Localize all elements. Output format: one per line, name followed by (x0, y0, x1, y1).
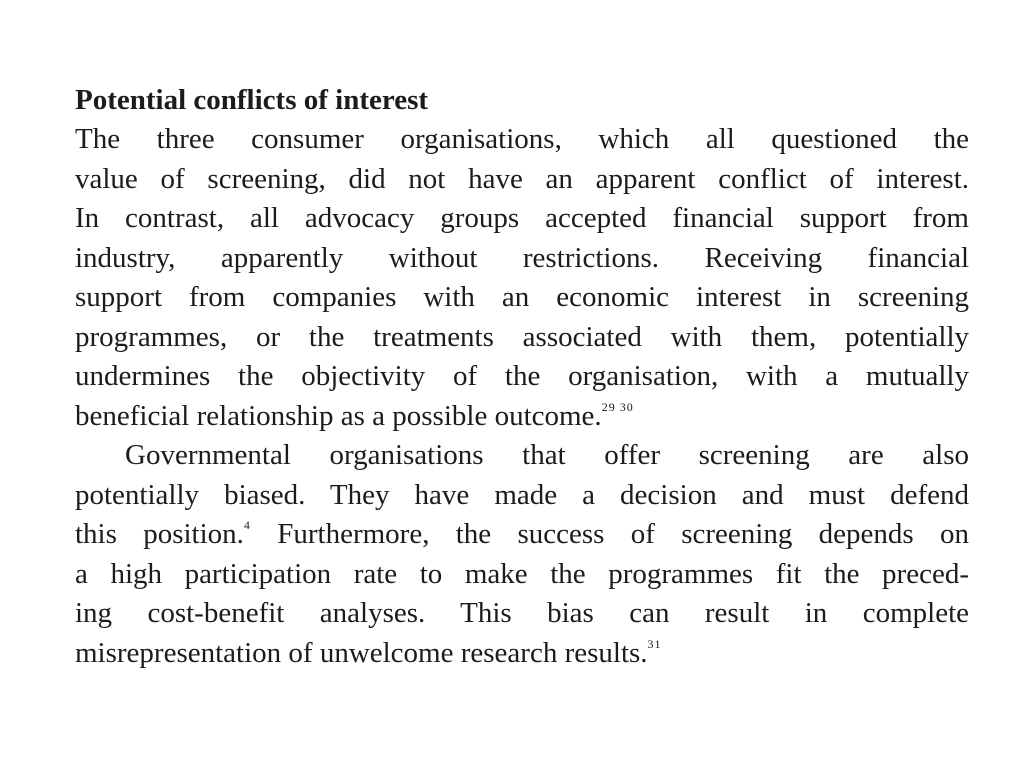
paragraph-line: value of screening, did not have an apparent conflict of interest. (75, 162, 969, 195)
paragraph-line: The three consumer organisations, which all questioned the (75, 123, 969, 155)
paragraph-text: Furthermore, the success of screening depends on (250, 518, 969, 550)
paragraph-text: beneficial relationship as a possible outcome. (75, 399, 602, 432)
paragraph-text: this position. (75, 518, 244, 550)
paragraph-2 (75, 436, 969, 673)
paragraph-1 (75, 120, 969, 436)
paragraph-line: industry, apparently without restrictions. Receiving financial (75, 241, 969, 274)
paragraph-line: potentially biased. They have made a decision and must defend (75, 478, 969, 511)
paragraph-text: misrepresentation of unwelcome research results. (75, 636, 648, 669)
citation-superscript: 4 (243, 518, 251, 532)
citation-superscript: 31 (647, 636, 662, 651)
paragraph-line (75, 397, 969, 437)
citation-superscript: 29 30 (601, 399, 634, 414)
section-heading: Potential conflicts of interest (75, 84, 429, 116)
paragraph-line: In contrast, all advocacy groups accepted financial support from (75, 202, 969, 234)
paragraph-line: a high participation rate to make the programmes fit the preced- (75, 557, 969, 590)
paragraph-line (75, 515, 969, 555)
document-page (75, 80, 969, 673)
paragraph-line: support from companies with an economic interest in screening (75, 281, 969, 313)
paragraph-line: Governmental organisations that offer screening are also (125, 439, 969, 471)
paragraph-line: ing cost-benefit analyses. This bias can result in complete (75, 597, 969, 629)
paragraph-line: undermines the objectivity of the organisation, with a mutually (75, 360, 969, 392)
paragraph-line (75, 634, 969, 674)
paragraph-line: programmes, or the treatments associated with them, potentially (75, 320, 969, 353)
